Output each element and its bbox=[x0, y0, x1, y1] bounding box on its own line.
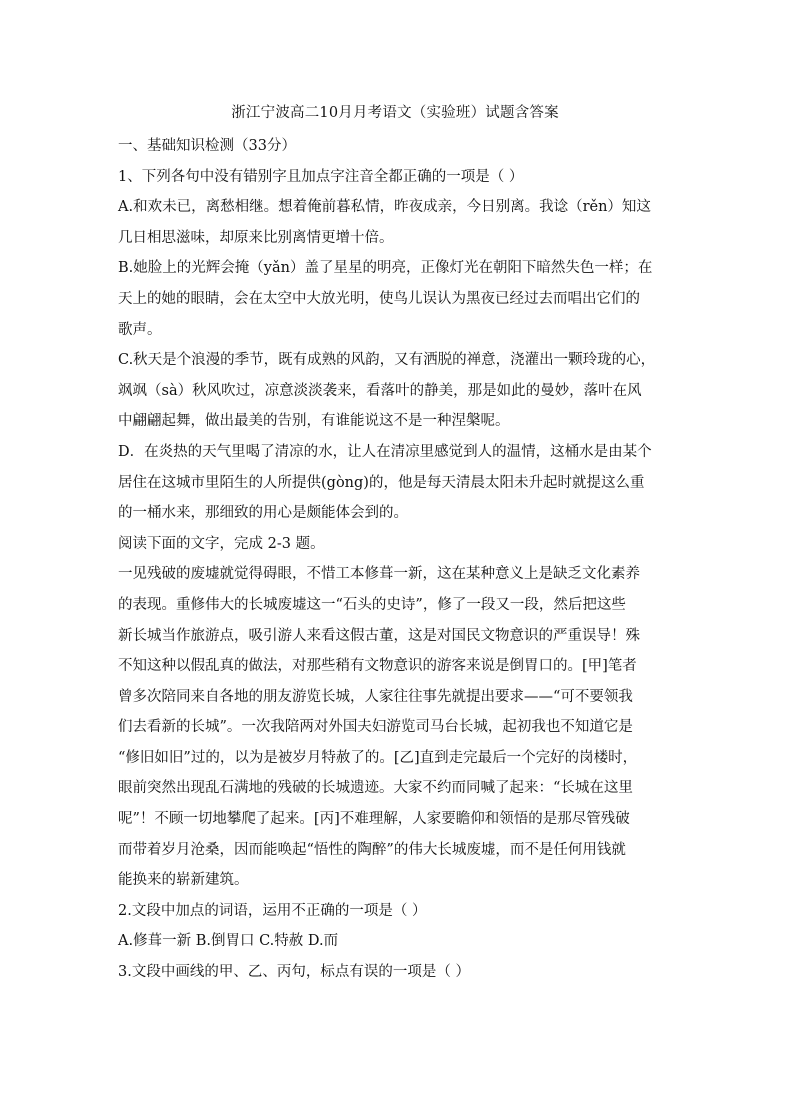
option-a-line-1: A.和欢未已，离愁相继。想着俺前暮私情，昨夜成亲，今日别离。我谂（rěn）知这 bbox=[118, 199, 651, 216]
option-b-line-2: 天上的她的眼睛，会在太空中大放光明，使鸟儿误认为黑夜已经过去而唱出它们的 bbox=[118, 290, 640, 307]
document-title: 浙江宁波高二10月月考语文（实验班）试题含答案 bbox=[231, 105, 559, 121]
option-c-line-2: 飒飒（sà）秋风吹过，凉意淡淡袭来，看落叶的静美，那是如此的曼妙，落叶在风 bbox=[118, 382, 642, 399]
option-d-line-1: D．在炎热的天气里喝了清凉的水，让人在清凉里感觉到人的温情，这桶水是由某个 bbox=[118, 443, 652, 460]
passage-line-4: 不知这种以假乱真的做法，对那些稍有文物意识的游客来说是倒胃口的。[甲]笔者 bbox=[118, 658, 637, 675]
passage-line-8: 眼前突然出现乱石满地的残破的长城遗迹。大家不约而同喊了起来：“长城在这里 bbox=[118, 780, 633, 797]
question-2-options: A.修葺一新 B.倒胃口 C.特赦 D.而 bbox=[118, 933, 339, 950]
passage-line-5: 曾多次陪同来自各地的朋友游览长城，人家往往事先就提出要求——“可不要领我 bbox=[118, 688, 633, 705]
passage-line-11: 能换来的崭新建筑。 bbox=[118, 872, 249, 889]
section-heading: 一、基础知识检测（33分） bbox=[118, 138, 296, 154]
option-b-line-3: 歌声。 bbox=[118, 321, 162, 338]
passage-line-2: 的表现。重修伟大的长城废墟这一“石头的史诗”，修了一段又一段，然后把这些 bbox=[118, 596, 626, 613]
option-c-line-1: C.秋天是个浪漫的季节，既有成熟的风韵，又有洒脱的禅意，浇灌出一颗玲珑的心， bbox=[118, 352, 656, 369]
question-3-stem: 3.文段中画线的甲、乙、丙句，标点有误的一项是（ ） bbox=[118, 964, 470, 981]
option-a-line-2: 几日相思滋味，却原来比别离情更增十倍。 bbox=[118, 229, 394, 246]
passage-line-7: “修旧如旧”过的，以为是被岁月特赦了的。[乙]直到走完最后一个完好的岗楼时， bbox=[118, 749, 638, 766]
option-d-line-2: 居住在这城市里陌生的人所提供(gòng)的，他是每天清晨太阳未升起时就提这么重 bbox=[118, 474, 645, 491]
document-body bbox=[118, 131, 678, 988]
passage-line-1: 一见残破的废墟就觉得碍眼，不惜工本修葺一新，这在某种意义上是缺乏文化素养 bbox=[118, 566, 640, 583]
question-1-stem: 1、下列各句中没有错别字且加点字注音全都正确的一项是（ ） bbox=[118, 168, 524, 185]
question-2-stem: 2.文段中加点的词语，运用不正确的一项是（ ） bbox=[118, 902, 427, 919]
reading-instruction: 阅读下面的文字，完成 2-3 题。 bbox=[118, 535, 325, 552]
passage-line-9: 呢”！不顾一切地攀爬了起来。[丙]不难理解，人家要瞻仰和领悟的是那尽管残破 bbox=[118, 811, 630, 828]
passage-line-3: 新长城当作旅游点，吸引游人来看这假古董，这是对国民文物意识的严重误导！殊 bbox=[118, 627, 640, 644]
option-b-line-1: B.她脸上的光辉会掩（yǎn）盖了星星的明亮，正像灯光在朝阳下暗然失色一样；在 bbox=[118, 260, 653, 277]
option-c-line-3: 中翩翩起舞，做出最美的告别，有谁能说这不是一种涅槃呢。 bbox=[118, 413, 510, 430]
option-d-line-3: 的一桶水来，那细致的用心是颇能体会到的。 bbox=[118, 505, 408, 522]
passage-line-6: 们去看新的长城”。一次我陪两对外国夫妇游览司马台长城，起初我也不知道它是 bbox=[118, 719, 633, 736]
passage-line-10: 而带着岁月沧桑，因而能唤起“悟性的陶醉”的伟大长城废墟，而不是任何用钱就 bbox=[118, 841, 626, 858]
